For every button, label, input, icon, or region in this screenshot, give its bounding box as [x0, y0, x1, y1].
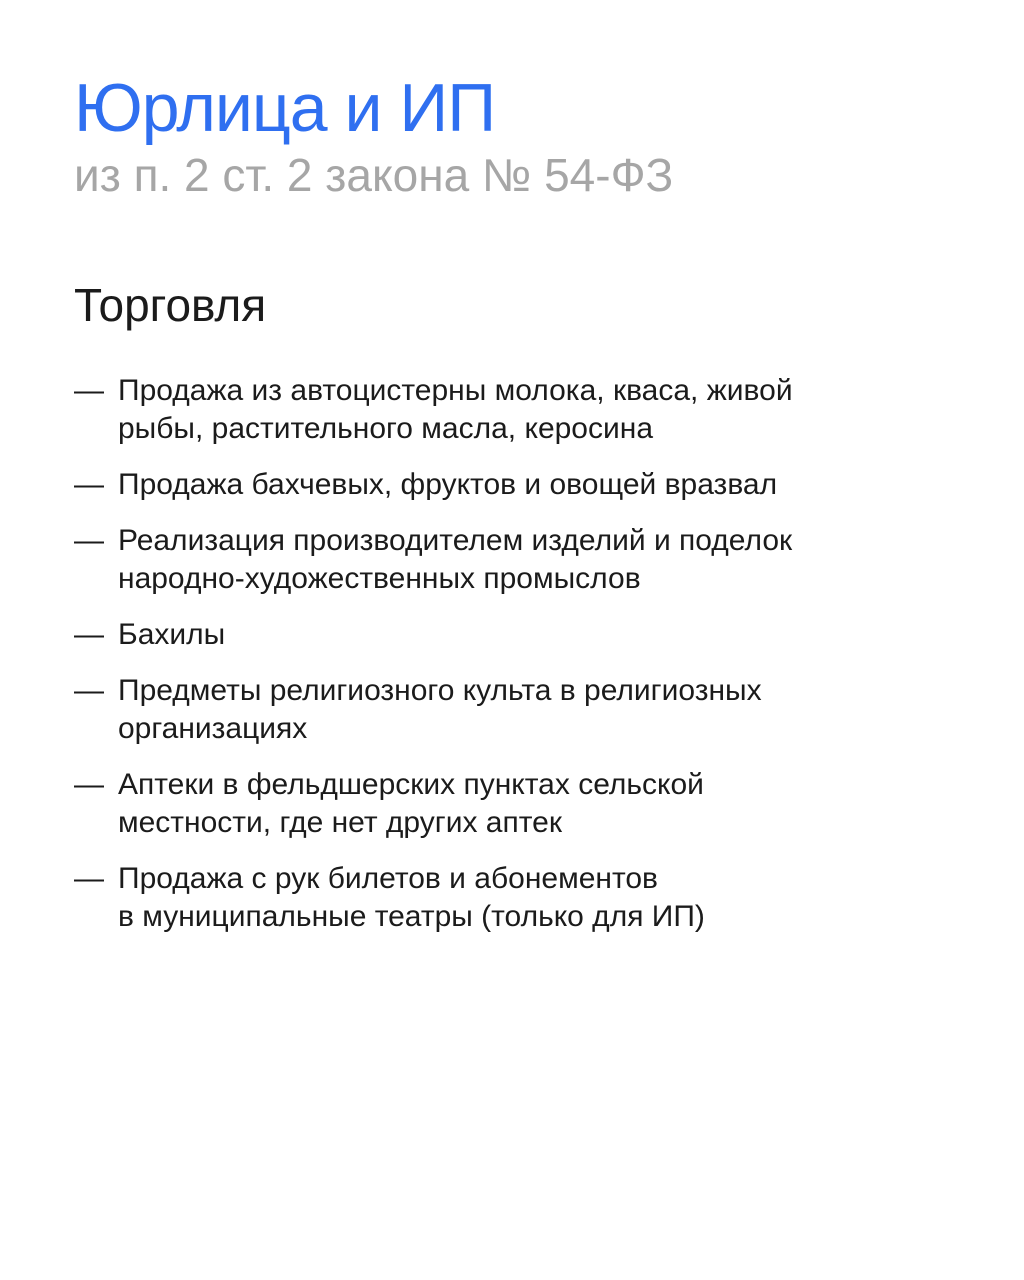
- page-title: Юрлица и ИП: [74, 70, 496, 146]
- bullet-dash: —: [74, 468, 104, 501]
- list-item: [74, 672, 954, 748]
- list-item-text: Бахилы: [118, 618, 226, 651]
- trade-list: [74, 372, 954, 936]
- list-item: [74, 860, 954, 936]
- bullet-dash: —: [74, 768, 104, 801]
- list-item-text: Продажа бахчевых, фруктов и овощей вразвал: [118, 468, 778, 501]
- section-heading: Торговля: [74, 279, 267, 331]
- list-item-text: Предметы религиозного культа в религиозных организациях: [118, 674, 762, 745]
- page-subtitle: из п. 2 ст. 2 закона № 54-ФЗ: [74, 149, 674, 201]
- list-item-text: Аптеки в фельдшерских пунктах сельской местности, где нет других аптек: [118, 768, 704, 839]
- bullet-dash: —: [74, 674, 104, 707]
- list-item-text: Реализация производителем изделий и поделок народно-художественных промыслов: [118, 524, 793, 595]
- bullet-dash: —: [74, 618, 104, 651]
- list-item-text: Продажа с рук билетов и абонементов в муниципальные театры (только для ИП): [118, 862, 705, 933]
- list-item: [74, 616, 954, 654]
- list-item: [74, 466, 954, 504]
- list-item: [74, 522, 954, 598]
- bullet-dash: —: [74, 862, 104, 895]
- bullet-dash: —: [74, 524, 104, 557]
- bullet-dash: —: [74, 374, 104, 407]
- document-page: [74, 70, 954, 954]
- list-item: [74, 766, 954, 842]
- list-item-text: Продажа из автоцистерны молока, кваса, живой рыбы, растительного масла, керосина: [118, 374, 793, 445]
- list-item: [74, 372, 954, 448]
